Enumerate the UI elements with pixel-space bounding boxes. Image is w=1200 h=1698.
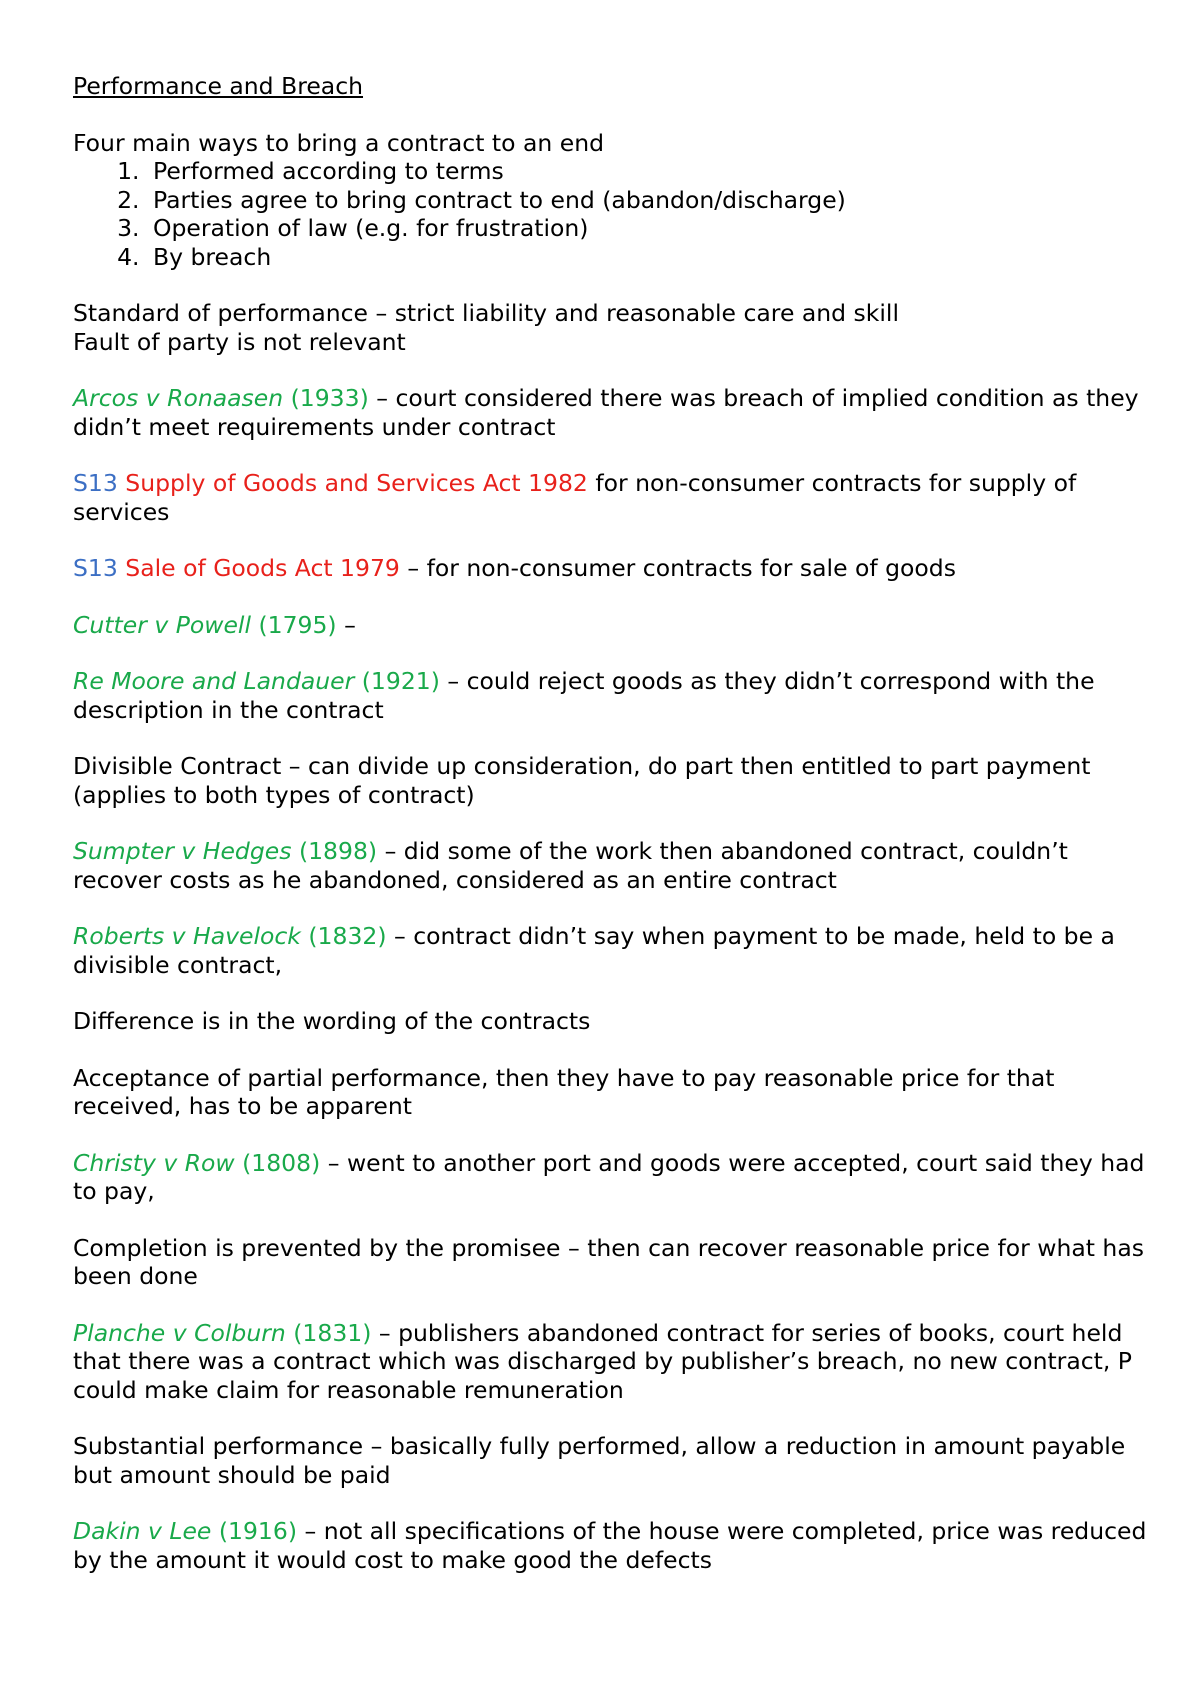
document-page — [73, 72, 1153, 1574]
case-text: – publishers abandoned contract for series of books, court held that there was a contract which was discharged by publisher’s breach, no new contract, P could make claim for reasonable remuneration — [73, 1318, 1132, 1404]
ways-list — [73, 157, 1153, 271]
case-text: – court considered there was breach of implied condition as they didn’t meet requirements under contract — [73, 384, 1139, 441]
case-name: Arcos v Ronaasen — [73, 384, 284, 412]
standard-line-2: Fault of party is not relevant — [73, 327, 406, 356]
statute-sgsa — [73, 469, 1153, 526]
statute-sga — [73, 554, 1153, 583]
document-title: Performance and Breach — [73, 72, 364, 100]
section-ref: S13 — [73, 554, 118, 582]
case-name: Planche v Colburn — [73, 1318, 286, 1347]
completion-text: Completion is prevented by the promisee – then can recover reasonable price for what has been done — [73, 1233, 1144, 1290]
list-item: 1. Performed according to terms — [147, 157, 1153, 186]
substantial-text: Substantial performance – basically fully performed, allow a reduction in amount payable but amount should be paid — [73, 1432, 1126, 1489]
case-year: (1916) — [211, 1517, 298, 1545]
difference-text: Difference is in the wording of the contracts — [73, 1007, 591, 1035]
list-item: 2. Parties agree to bring contract to end (abandon/discharge) — [147, 186, 1153, 215]
case-name: Dakin v Lee — [73, 1517, 212, 1545]
case-text: – not all specifications of the house were completed, price was reduced by the amount it would cost to make good the defects — [73, 1517, 1147, 1574]
case-roberts — [73, 922, 1153, 979]
case-christy — [73, 1149, 1153, 1206]
list-item: 3. Operation of law (e.g. for frustration) — [147, 214, 1153, 243]
acceptance-text: Acceptance of partial performance, then they have to pay reasonable price for that received, has to be apparent — [73, 1063, 1055, 1120]
case-name: Roberts v Havelock — [73, 922, 301, 950]
case-text: – did some of the work then abandoned contract, couldn’t recover costs as he abandoned, considered as an entire contract — [73, 837, 1068, 894]
case-name: Re Moore and Landauer — [73, 667, 355, 695]
case-year: (1795) — [250, 610, 337, 639]
divisible-contract-text: Divisible Contract – can divide up consideration, do part then entitled to part payment (applies to both types of contract) — [73, 752, 1091, 809]
statute-text: for non-consumer contracts for supply of services — [73, 469, 1077, 526]
case-sumpter — [73, 837, 1153, 894]
case-year: (1921) — [354, 667, 440, 695]
case-name: Cutter v Powell — [73, 610, 251, 639]
case-moore — [73, 667, 1153, 724]
case-cutter — [73, 611, 1153, 640]
act-name: Sale of Goods Act 1979 — [117, 554, 400, 582]
case-text: – — [336, 610, 356, 639]
standard-line-1: Standard of performance – strict liability and reasonable care and skill — [73, 299, 899, 327]
list-item: 4. By breach — [147, 243, 1153, 272]
section-ref: S13 — [73, 469, 118, 497]
case-name: Christy v Row — [73, 1148, 235, 1177]
case-year: (1933) — [283, 384, 369, 412]
case-dakin — [73, 1517, 1153, 1574]
case-year: (1898) — [291, 837, 378, 865]
case-year: (1808) — [234, 1148, 321, 1177]
intro-text: Four main ways to bring a contract to an end — [73, 128, 604, 157]
case-text: – could reject goods as they didn’t correspond with the description in the contract — [73, 667, 1095, 724]
case-year: (1831) — [285, 1318, 372, 1347]
case-arcos — [73, 384, 1153, 441]
act-name: Supply of Goods and Services Act 1982 — [117, 469, 588, 497]
case-text: – went to another port and goods were accepted, court said they had to pay, — [73, 1148, 1145, 1205]
case-text: – contract didn’t say when payment to be made, held to be a divisible contract, — [73, 922, 1115, 979]
case-planche — [73, 1319, 1153, 1405]
case-year: (1832) — [300, 922, 387, 950]
statute-text: – for non-consumer contracts for sale of goods — [399, 554, 956, 582]
case-name: Sumpter v Hedges — [73, 837, 292, 865]
